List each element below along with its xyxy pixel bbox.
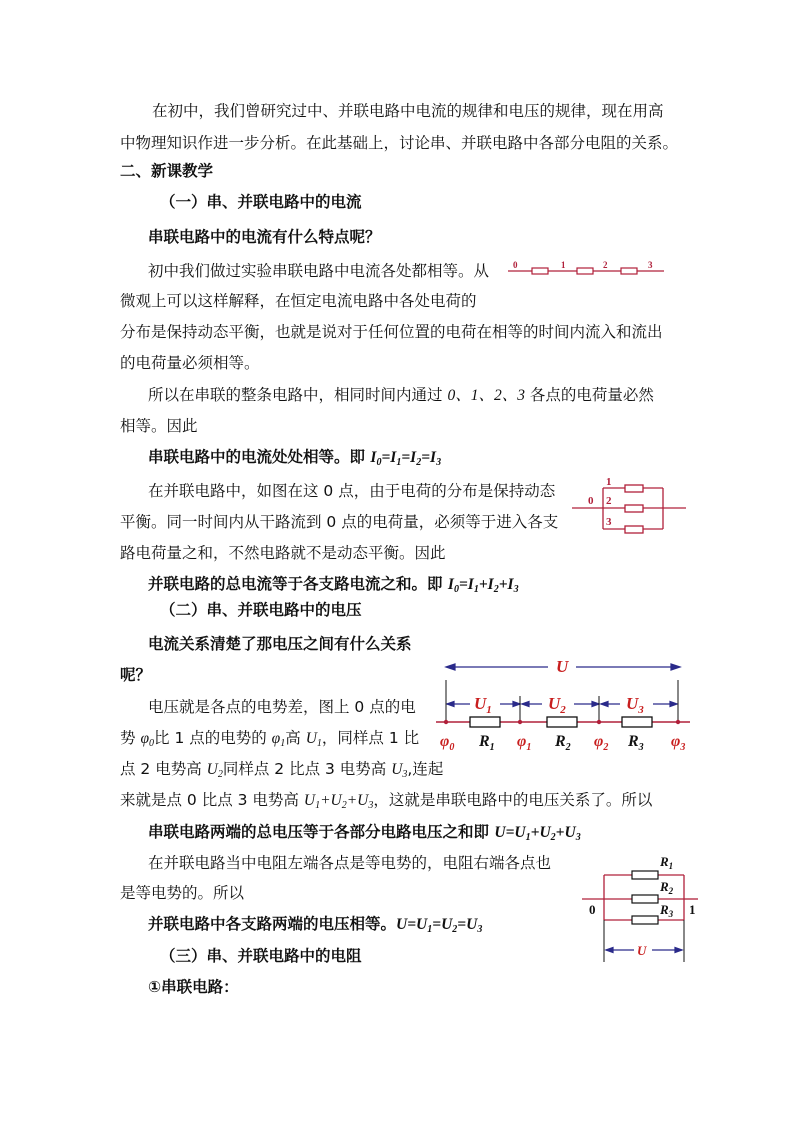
parallel-voltage-line-2: 是等电势的。所以 [120, 884, 245, 902]
parallel-node-0: 0 [588, 495, 594, 507]
parallel-voltage-node-0: 0 [589, 902, 596, 917]
voltage-line-3: 点 2 电势高 $U_2$同样点 2 比点 3 电势高 $U_3$,连起 [120, 760, 444, 780]
parallel-current-line-3: 路电荷量之和，不然电路就不是动态平衡。因此 [120, 544, 446, 562]
parallel-current-line-1: 在并联电路中，如图在这 0 点，由于电荷的分布是保持动态 [148, 482, 556, 500]
conclusion-parallel-current: 并联电路的总电流等于各支路电流之和。即 $I_0=I_1+I_2+I_3$ [148, 575, 519, 595]
parallel-branch-2: 2 [606, 495, 612, 507]
series-point-3: 3 [648, 260, 653, 270]
series-current-line-6: 相等。因此 [120, 417, 198, 435]
intro-line-1: 在初中，我们曾研究过中、并联电路中电流的规律和电压的规律，现在用高 [152, 102, 664, 120]
section-heading: 二、新课教学 [120, 162, 214, 180]
series-current-line-2: 微观上可以这样解释，在恒定电流电路中各处电荷的 [120, 292, 477, 310]
conclusion-parallel-voltage: 并联电路中各支路两端的电压相等。$U=U_1=U_2=U_3$ [148, 915, 483, 935]
resistor-r3-label: $R_3$ [628, 733, 644, 753]
series-current-line-1: 初中我们做过实验串联电路中电流各处都相等。从 [148, 262, 490, 280]
voltage-line-1: 电压就是各点的电势差，图上 0 点的电 [148, 698, 416, 716]
series-point-2: 2 [603, 260, 608, 270]
parallel-voltage-u-label: U [637, 943, 647, 958]
subsection-heading-resistance: （三）串、并联电路中的电阻 [160, 947, 362, 965]
intro-line-2: 中物理知识作进一步分析。在此基础上，讨论串、并联电路中各部分电阻的关系。 [120, 134, 679, 152]
question-voltage-line-1: 电流关系清楚了那电压之间有什么关系 [148, 635, 412, 653]
parallel-voltage-line-1: 在并联电路当中电阻左端各点是等电势的，电阻右端各点也 [148, 854, 552, 872]
potential-phi1-label: $\varphi_1$ [517, 733, 532, 753]
voltage-u2-label: $U_2$ [548, 694, 566, 716]
voltage-line-4: 来就是点 0 比点 3 电势高 $U_1+U_2+U_3$，这就是串联电路中的电压关系了。所以 [120, 791, 653, 811]
voltage-u3-label: $U_3$ [626, 694, 644, 716]
voltage-line-2: 势 $\varphi_0$比 1 点的电势的 $\varphi_1$高 $U_1$，同样点 1 比 [120, 729, 420, 749]
potential-phi0-label: $\varphi_0$ [440, 733, 455, 753]
series-current-line-4: 的电荷量必须相等。 [120, 354, 260, 372]
parallel-current-line-2: 平衡。同一时间内从干路流到 0 点的电荷量，必须等于进入各支 [120, 513, 559, 531]
subsection-heading-current: （一）串、并联电路中的电流 [160, 193, 362, 211]
conclusion-series-current: 串联电路中的电流处处相等。即 $I_0=I_1=I_2=I_3$ [148, 448, 442, 468]
series-current-line-3: 分布是保持动态平衡，也就是说对于任何位置的电荷在相等的时间内流入和流出 [120, 323, 663, 341]
parallel-branch-3: 3 [606, 516, 612, 528]
voltage-u1-label: $U_1$ [474, 694, 492, 716]
question-voltage-line-2: 呢？ [120, 666, 152, 684]
series-point-0: 0 [513, 260, 518, 270]
potential-phi3-label: $\varphi_3$ [671, 733, 686, 753]
parallel-r2-label: $R_2$ [660, 879, 674, 896]
parallel-r1-label: $R_1$ [660, 854, 674, 871]
parallel-branch-1: 1 [606, 476, 612, 488]
subsection-heading-voltage: （二）串、并联电路中的电压 [160, 601, 362, 619]
series-current-line-5: 所以在串联的整条电路中，相同时间内通过 0、1、2、3 各点的电荷量必然 [148, 386, 654, 404]
resistor-r2-label: $R_2$ [555, 733, 571, 753]
total-voltage-label: U [556, 657, 569, 676]
series-circuit-item: ①串联电路： [148, 978, 239, 996]
question-series-current: 串联电路中的电流有什么特点呢？ [148, 228, 381, 246]
resistor-r1-label: $R_1$ [479, 733, 495, 753]
parallel-r3-label: $R_3$ [660, 902, 674, 919]
series-point-1: 1 [561, 260, 566, 270]
potential-phi2-label: $\varphi_2$ [594, 733, 609, 753]
parallel-voltage-node-1: 1 [689, 902, 696, 917]
conclusion-series-voltage: 串联电路两端的总电压等于各部分电路电压之和即 $U=U_1+U_2+U_3$ [148, 823, 581, 843]
